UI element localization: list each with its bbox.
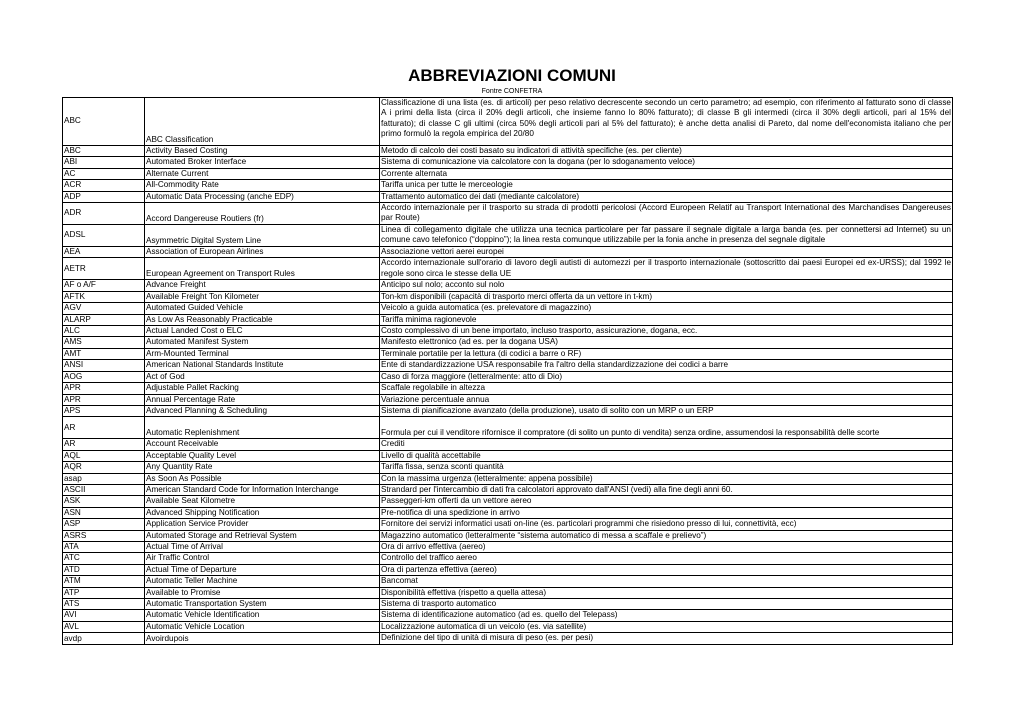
table-row — [63, 530, 953, 541]
description-cell: Crediti — [380, 439, 953, 450]
term-cell: Advanced Planning & Scheduling — [145, 405, 380, 416]
term-cell: Available Seat Kilometre — [145, 496, 380, 507]
term-cell: Advanced Shipping Notification — [145, 507, 380, 518]
description-cell: Sistema di pianificazione avanzato (della produzione), usato di solito con un MRP o un ERP — [380, 405, 953, 416]
table-row — [63, 405, 953, 416]
description-cell: Bancomat — [380, 576, 953, 587]
abbreviation-cell: ABC — [63, 146, 145, 157]
table-row — [63, 553, 953, 564]
description-cell: Corrente alternata — [380, 168, 953, 179]
abbreviation-cell: ASK — [63, 496, 145, 507]
description-cell: Metodo di calcolo dei costi basato su indicatori di attività specifiche (es. per cliente) — [380, 146, 953, 157]
term-cell: Automated Manifest System — [145, 337, 380, 348]
description-cell: Accordo internazionale per il trasporto su strada di prodotti pericolosi (Accord Europeen Relatif au Transport International des Marchandises Dangereuses par Route) — [380, 203, 953, 225]
term-cell: Actual Landed Cost o ELC — [145, 326, 380, 337]
description-cell: Ora di partenza effettiva (aereo) — [380, 564, 953, 575]
table-row — [63, 519, 953, 530]
term-cell: All-Commodity Rate — [145, 180, 380, 191]
abbreviation-cell: ATS — [63, 599, 145, 610]
abbreviation-cell: APR — [63, 394, 145, 405]
term-cell: Available to Promise — [145, 587, 380, 598]
abbreviation-cell: ADR — [63, 203, 145, 225]
abbreviation-cell: ABC — [63, 98, 145, 146]
description-cell: Strandard per l'intercambio di dati fra calcolatori approvato dall'ANSI (vedi) alla fine degli anni 60. — [380, 484, 953, 495]
table-row — [63, 507, 953, 518]
description-cell: Disponibilità effettiva (rispetto a quella attesa) — [380, 587, 953, 598]
description-cell: Sistema di comunicazione via calcolatore con la dogana (per lo sdoganamento veloce) — [380, 157, 953, 168]
term-cell: Actual Time of Arrival — [145, 541, 380, 552]
abbreviation-cell: ATA — [63, 541, 145, 552]
abbreviation-cell: ANSI — [63, 360, 145, 371]
description-cell: Ton-km disponibili (capacità di trasporto merci offerta da un vettore in t-km) — [380, 291, 953, 302]
abbreviation-cell: ATP — [63, 587, 145, 598]
table-row — [63, 291, 953, 302]
term-cell: Automated Guided Vehicle — [145, 303, 380, 314]
table-row — [63, 314, 953, 325]
term-cell: Automatic Data Processing (anche EDP) — [145, 191, 380, 202]
description-cell: Sistema di identificazione automatico (ad es. quello del Telepass) — [380, 610, 953, 621]
description-cell: Ora di arrivo effettiva (aereo) — [380, 541, 953, 552]
table-row — [63, 225, 953, 247]
abbreviation-cell: ALC — [63, 326, 145, 337]
term-cell: Arm-Mounted Terminal — [145, 348, 380, 359]
description-cell: Terminale portatile per la lettura (di codici a barre o RF) — [380, 348, 953, 359]
term-cell: Adjustable Pallet Racking — [145, 383, 380, 394]
table-row — [63, 180, 953, 191]
term-cell: Asymmetric Digital System Line — [145, 225, 380, 247]
description-cell: Veicolo a guida automatica (es. prelevatore di magazzino) — [380, 303, 953, 314]
table-row — [63, 439, 953, 450]
abbreviation-cell: AVI — [63, 610, 145, 621]
term-cell: Automated Broker Interface — [145, 157, 380, 168]
abbreviation-cell: ADP — [63, 191, 145, 202]
table-row — [63, 599, 953, 610]
description-cell: Ente di standardizzazione USA responsabile fra l'altro della standardizzazione dei codici a barre — [380, 360, 953, 371]
abbreviation-cell: AF o A/F — [63, 280, 145, 291]
term-cell: As Low As Reasonably Practicable — [145, 314, 380, 325]
description-cell: Linea di collegamento digitale che utilizza una tecnica particolare per far passare il segnale digitale a larga banda (es. per connettersi ad Internet) su un comune cavo telefonico (“doppino”); la linea resta comunque utilizzabile per la fonia anche in presenza del segnale digitale — [380, 225, 953, 247]
term-cell: Actual Time of Departure — [145, 564, 380, 575]
table-row — [63, 383, 953, 394]
table-row — [63, 564, 953, 575]
description-cell: Formula per cui il venditore rifornisce il compratore (di solito un punto di vendita) senza ordine, assumendosi la responsabilità delle scorte — [380, 417, 953, 439]
description-cell: Definizione del tipo di unità di misura di peso (es. per pesi) — [380, 633, 953, 645]
table-row — [63, 98, 953, 146]
description-cell: Tariffa unica per tutte le merceologie — [380, 180, 953, 191]
description-cell: Accordo internazionale sull'orario di lavoro degli autisti di automezzi per il trasporto internazionale (sottoscritto dai paesi Europei ed ex-URSS); dal 1992 le regole sono circa le stesse della UE — [380, 258, 953, 280]
abbreviation-cell: ABI — [63, 157, 145, 168]
table-row — [63, 610, 953, 621]
table-row — [63, 146, 953, 157]
abbreviation-cell: ASN — [63, 507, 145, 518]
term-cell: American Standard Code for Information Interchange — [145, 484, 380, 495]
abbreviation-cell: avdp — [63, 633, 145, 645]
table-row — [63, 621, 953, 632]
term-cell: Automatic Replenishment — [145, 417, 380, 439]
term-cell: Application Service Provider — [145, 519, 380, 530]
abbreviation-cell: ATD — [63, 564, 145, 575]
term-cell: Account Receivable — [145, 439, 380, 450]
table-row — [63, 450, 953, 461]
term-cell: Avoirdupois — [145, 633, 380, 645]
abbreviation-cell: APR — [63, 383, 145, 394]
table-row — [63, 168, 953, 179]
abbreviation-cell: ATM — [63, 576, 145, 587]
abbreviation-cell: AOG — [63, 371, 145, 382]
term-cell: Available Freight Ton Kilometer — [145, 291, 380, 302]
abbreviation-cell: APS — [63, 405, 145, 416]
description-cell: Anticipo sul nolo; acconto sul nolo — [380, 280, 953, 291]
table-row — [63, 203, 953, 225]
table-row — [63, 247, 953, 258]
term-cell: Activity Based Costing — [145, 146, 380, 157]
abbreviation-cell: AMT — [63, 348, 145, 359]
abbreviation-cell: ASCII — [63, 484, 145, 495]
abbreviation-cell: AMS — [63, 337, 145, 348]
table-row — [63, 348, 953, 359]
term-cell: Advance Freight — [145, 280, 380, 291]
abbreviation-cell: AGV — [63, 303, 145, 314]
table-row — [63, 473, 953, 484]
description-cell: Tariffa fissa, senza sconti quantità — [380, 462, 953, 473]
table-row — [63, 258, 953, 280]
description-cell: Classificazione di una lista (es. di articoli) per peso relativo decrescente secondo un certo parametro; ad esempio, con riferimento al fatturato sono di classe A i primi della lista (circa il 20% degli articoli, che insieme fanno lo 80% fatturato); di classe B gli intermedi (circa il 30% degli articoli, pari al 15% del fatturato); di classe C gli ultimi (circa 50% degli articoli pari al 5% del fatturato); è anche detta analisi di Pareto, dal nome dell'economista italiano che per primo formulò la regola empirica del 20/80 — [380, 98, 953, 146]
term-cell: Act of God — [145, 371, 380, 382]
table-row — [63, 303, 953, 314]
description-cell: Trattamento automatico dei dati (mediante calcolatore) — [380, 191, 953, 202]
term-cell: ABC Classification — [145, 98, 380, 146]
term-cell: Any Quantity Rate — [145, 462, 380, 473]
abbreviation-cell: AR — [63, 417, 145, 439]
term-cell: Automatic Vehicle Location — [145, 621, 380, 632]
abbreviation-cell: AQL — [63, 450, 145, 461]
abbreviation-cell: ASP — [63, 519, 145, 530]
term-cell: As Soon As Possible — [145, 473, 380, 484]
description-cell: Localizzazione automatica di un veicolo (es. via satellite) — [380, 621, 953, 632]
table-row — [63, 576, 953, 587]
description-cell: Tariffa minima ragionevole — [380, 314, 953, 325]
description-cell: Pre-notifica di una spedizione in arrivo — [380, 507, 953, 518]
abbreviation-cell: AC — [63, 168, 145, 179]
description-cell: Passeggeri-km offerti da un vettore aereo — [380, 496, 953, 507]
page-title: ABBREVIAZIONI COMUNI — [408, 66, 616, 85]
description-cell: Costo complessivo di un bene importato, incluso trasporto, assicurazione, dogana, ecc. — [380, 326, 953, 337]
term-cell: European Agreement on Transport Rules — [145, 258, 380, 280]
abbreviation-cell: ADSL — [63, 225, 145, 247]
abbreviation-cell: AVL — [63, 621, 145, 632]
term-cell: Air Traffic Control — [145, 553, 380, 564]
description-cell: Caso di forza maggiore (letteralmente: atto di Dio) — [380, 371, 953, 382]
table-row — [63, 394, 953, 405]
description-cell: Manifesto elettronico (ad es. per la dogana USA) — [380, 337, 953, 348]
table-row — [63, 417, 953, 439]
abbreviation-cell: ACR — [63, 180, 145, 191]
term-cell: Automatic Teller Machine — [145, 576, 380, 587]
term-cell: Association of European Airlines — [145, 247, 380, 258]
term-cell: Accord Dangereuse Routiers (fr) — [145, 203, 380, 225]
abbreviations-table — [62, 97, 953, 645]
description-cell: Scaffale regolabile in altezza — [380, 383, 953, 394]
description-cell: Sistema di trasporto automatico — [380, 599, 953, 610]
abbreviation-cell: asap — [63, 473, 145, 484]
description-cell: Livello di qualità accettabile — [380, 450, 953, 461]
table-row — [63, 191, 953, 202]
term-cell: Automatic Vehicle Identification — [145, 610, 380, 621]
abbreviation-cell: AQR — [63, 462, 145, 473]
description-cell: Variazione percentuale annua — [380, 394, 953, 405]
term-cell: Alternate Current — [145, 168, 380, 179]
abbreviation-cell: AETR — [63, 258, 145, 280]
abbreviation-cell: ALARP — [63, 314, 145, 325]
table-row — [63, 360, 953, 371]
page-subtitle: Fontre CONFETRA — [481, 88, 543, 95]
abbreviation-cell: AEA — [63, 247, 145, 258]
description-cell: Con la massima urgenza (letteralmente: appena possibile) — [380, 473, 953, 484]
term-cell: American National Standards Institute — [145, 360, 380, 371]
table-row — [63, 633, 953, 645]
term-cell: Annual Percentage Rate — [145, 394, 380, 405]
table-row — [63, 541, 953, 552]
description-cell: Fornitore dei servizi informatici usati on-line (es. particolari programmi che risiedono presso di lui, connettività, ecc) — [380, 519, 953, 530]
term-cell: Acceptable Quality Level — [145, 450, 380, 461]
table-row — [63, 371, 953, 382]
term-cell: Automatic Transportation System — [145, 599, 380, 610]
term-cell: Automated Storage and Retrieval System — [145, 530, 380, 541]
table-row — [63, 462, 953, 473]
table-row — [63, 326, 953, 337]
abbreviation-cell: ASRS — [63, 530, 145, 541]
abbreviation-cell: AR — [63, 439, 145, 450]
table-row — [63, 496, 953, 507]
description-cell: Magazzino automatico (letteralmente “sistema automatico di messa a scaffale e prelievo”) — [380, 530, 953, 541]
table-row — [63, 337, 953, 348]
table-row — [63, 587, 953, 598]
table-row — [63, 280, 953, 291]
abbreviation-cell: ATC — [63, 553, 145, 564]
abbreviation-cell: AFTK — [63, 291, 145, 302]
description-cell: Associazione vettori aerei europei — [380, 247, 953, 258]
table-row — [63, 157, 953, 168]
description-cell: Controllo del traffico aereo — [380, 553, 953, 564]
table-row — [63, 484, 953, 495]
